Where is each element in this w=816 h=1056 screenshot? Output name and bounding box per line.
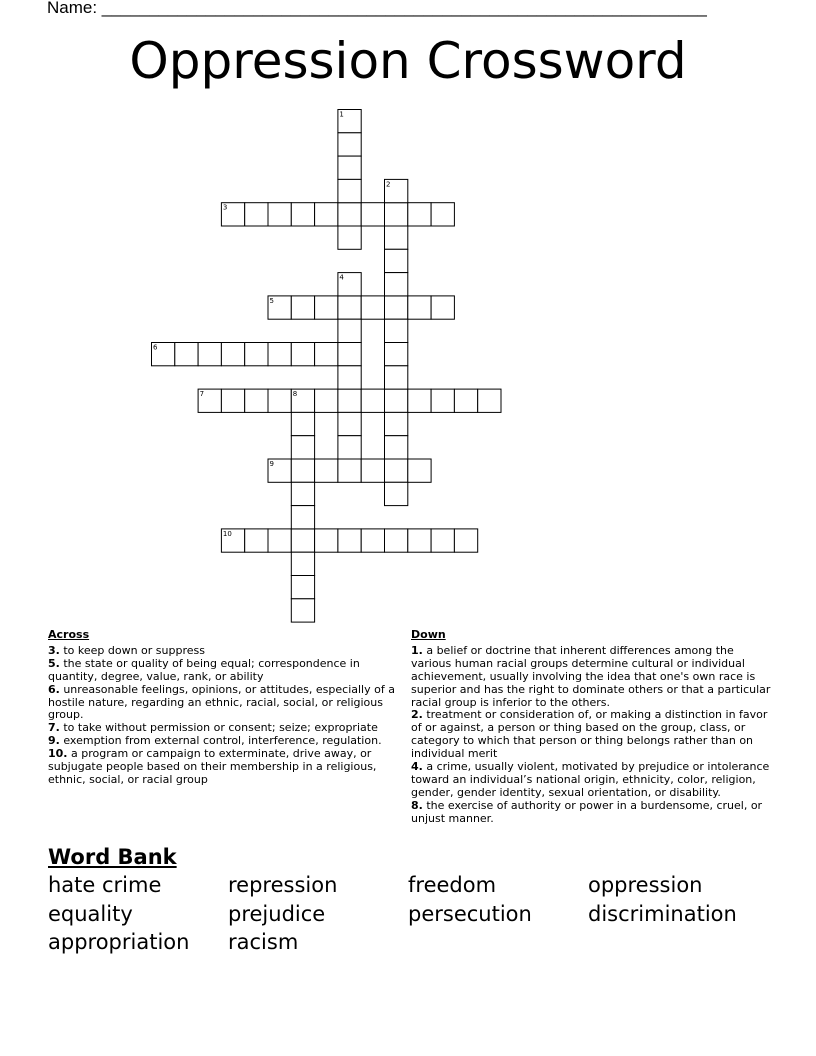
grid-cell[interactable] <box>315 343 338 366</box>
clue-number: 10. <box>48 747 68 761</box>
grid-cell[interactable] <box>338 296 361 319</box>
grid-cell[interactable] <box>385 459 408 482</box>
across-clue <box>48 684 398 723</box>
grid-cell[interactable] <box>315 529 338 552</box>
grid-cell[interactable] <box>431 203 454 226</box>
grid-cell[interactable] <box>385 436 408 459</box>
grid-cell[interactable] <box>291 203 314 226</box>
clue-text: the exercise of authority or power in a burdensome, cruel, or unjust manner. <box>411 798 763 825</box>
clue-text: unreasonable feelings, opinions, or attitudes, especially of a hostile nature, regarding an ethnic, racial, social, or religious group. <box>48 682 395 722</box>
clue-text: a program or campaign to exterminate, drive away, or subjugate people based on their membership in a religious, ethnic, social, or racial group <box>48 747 377 786</box>
grid-cell[interactable] <box>338 226 361 249</box>
grid-cell[interactable] <box>175 343 198 366</box>
across-clues <box>48 629 398 787</box>
grid-cell[interactable] <box>315 203 338 226</box>
grid-cell[interactable] <box>338 436 361 459</box>
clue-text: to take without permission or consent; seize; expropriate <box>59 721 378 735</box>
down-clue <box>411 645 771 710</box>
grid-cell[interactable] <box>338 319 361 342</box>
grid-cell[interactable] <box>291 459 314 482</box>
down-clue <box>411 761 771 800</box>
grid-cell[interactable] <box>338 203 361 226</box>
grid-number: 6 <box>153 343 158 352</box>
grid-cell[interactable] <box>221 389 244 412</box>
grid-cell[interactable] <box>291 412 314 435</box>
grid-cell[interactable] <box>268 529 291 552</box>
word-bank-item: appropriation <box>48 930 190 954</box>
down-clue <box>411 709 771 761</box>
grid-cell[interactable] <box>385 366 408 389</box>
grid-cell[interactable] <box>361 203 384 226</box>
grid-cell[interactable] <box>385 412 408 435</box>
clue-number: 2. <box>411 708 423 722</box>
grid-cell[interactable] <box>385 319 408 342</box>
grid-cell[interactable] <box>198 343 221 366</box>
word-bank-item: discrimination <box>588 902 737 926</box>
grid-cell[interactable] <box>291 482 314 505</box>
grid-cell[interactable] <box>385 343 408 366</box>
grid-cell[interactable] <box>431 296 454 319</box>
grid-cell[interactable] <box>268 343 291 366</box>
grid-cell[interactable] <box>385 226 408 249</box>
grid-cell[interactable] <box>338 179 361 202</box>
grid-cell[interactable] <box>338 412 361 435</box>
grid-number: 4 <box>339 273 344 282</box>
grid-cell[interactable] <box>361 529 384 552</box>
grid-cell[interactable] <box>408 203 431 226</box>
grid-cell[interactable] <box>315 389 338 412</box>
down-clues <box>411 629 771 826</box>
grid-cell[interactable] <box>338 366 361 389</box>
grid-cell[interactable] <box>408 296 431 319</box>
clue-text: exemption from external control, interference, regulation. <box>59 734 382 748</box>
clue-number: 3. <box>48 643 60 657</box>
grid-cell[interactable] <box>385 296 408 319</box>
clue-number: 6. <box>48 682 60 696</box>
clue-number: 9. <box>48 734 60 748</box>
grid-cell[interactable] <box>338 156 361 179</box>
grid-cell[interactable] <box>385 389 408 412</box>
clue-text: treatment or consideration of, or making a distinction in favor of or against, a person or thing based on the group, class, or category to which that person or thing belongs rather than on individual merit <box>411 708 768 761</box>
word-bank-item: racism <box>228 930 299 954</box>
grid-cell[interactable] <box>291 552 314 575</box>
clue-number: 8. <box>411 798 423 812</box>
grid-cell[interactable] <box>245 203 268 226</box>
grid-cell[interactable] <box>315 296 338 319</box>
grid-cell[interactable] <box>408 529 431 552</box>
grid-cell[interactable] <box>408 389 431 412</box>
grid-cell[interactable] <box>268 389 291 412</box>
grid-cell[interactable] <box>291 506 314 529</box>
clue-text: a belief or doctrine that inherent differences among the various human racial groups determine cultural or individual achievement, usually involving the idea that one's own race is superior and has the right to dominate others or that a particular racial group is inferior to the others. <box>411 643 771 709</box>
grid-cell[interactable] <box>385 203 408 226</box>
clue-number: 1. <box>411 643 423 657</box>
grid-cell[interactable] <box>245 343 268 366</box>
clue-text: a crime, usually violent, motivated by prejudice or intolerance toward an individual’s national origin, ethnicity, color, religion, gender, gender identity, sexual orientation, or disability. <box>411 760 770 799</box>
across-clue <box>48 658 398 684</box>
word-bank-item: repression <box>228 873 338 897</box>
grid-number: 3 <box>222 203 228 212</box>
grid-cell[interactable] <box>338 389 361 412</box>
name-line: Name: ________________________________________________________________ <box>47 0 707 17</box>
page-title: Oppression Crossword <box>129 32 687 90</box>
word-bank-title: Word Bank <box>48 845 177 869</box>
grid-cell[interactable] <box>338 133 361 156</box>
grid-cell[interactable] <box>338 343 361 366</box>
word-bank-item: equality <box>48 902 133 926</box>
word-bank-item: oppression <box>588 873 703 897</box>
grid-cell[interactable] <box>245 529 268 552</box>
down-heading: Down <box>411 628 446 641</box>
grid-cell[interactable] <box>268 203 291 226</box>
clue-text: to keep down or suppress <box>59 643 205 657</box>
grid-cell[interactable] <box>454 529 477 552</box>
grid-cell[interactable] <box>431 389 454 412</box>
grid-number: 5 <box>269 296 274 305</box>
grid-cell[interactable] <box>385 249 408 272</box>
word-bank-item: hate crime <box>48 873 162 897</box>
grid-number: 10 <box>222 529 232 538</box>
grid-cell[interactable] <box>291 296 314 319</box>
clue-number: 4. <box>411 760 423 774</box>
grid-number: 1 <box>339 110 344 119</box>
clue-text: the state or quality of being equal; correspondence in quantity, degree, value, rank, or ability <box>48 656 360 683</box>
word-bank-item: persecution <box>408 902 532 926</box>
across-heading: Across <box>48 628 90 641</box>
grid-cell[interactable] <box>361 296 384 319</box>
grid-cell[interactable] <box>291 436 314 459</box>
grid-cell[interactable] <box>338 529 361 552</box>
grid-number: 8 <box>292 390 298 399</box>
down-clue <box>411 800 771 826</box>
across-clue <box>48 748 398 787</box>
grid-cell[interactable] <box>361 389 384 412</box>
grid-cell[interactable] <box>221 343 244 366</box>
grid-number: 7 <box>199 390 205 399</box>
grid-cell[interactable] <box>245 389 268 412</box>
grid-cell[interactable] <box>385 529 408 552</box>
grid-cell[interactable] <box>315 459 338 482</box>
grid-cell[interactable] <box>478 389 501 412</box>
word-bank-item: freedom <box>408 873 497 897</box>
grid-cell[interactable] <box>385 482 408 505</box>
grid-cell[interactable] <box>385 273 408 296</box>
grid-cell[interactable] <box>338 459 361 482</box>
word-bank-item: prejudice <box>228 902 326 926</box>
grid-cell[interactable] <box>291 343 314 366</box>
grid-cell[interactable] <box>431 529 454 552</box>
grid-number: 9 <box>269 460 274 468</box>
grid-cell[interactable] <box>291 529 314 552</box>
clue-number: 7. <box>48 721 60 735</box>
grid-cell[interactable] <box>408 459 431 482</box>
grid-number: 2 <box>386 180 391 189</box>
grid-cell[interactable] <box>361 459 384 482</box>
grid-cell[interactable] <box>291 599 314 622</box>
clue-number: 5. <box>48 656 60 670</box>
grid-cell[interactable] <box>454 389 477 412</box>
grid-cell[interactable] <box>291 576 314 599</box>
